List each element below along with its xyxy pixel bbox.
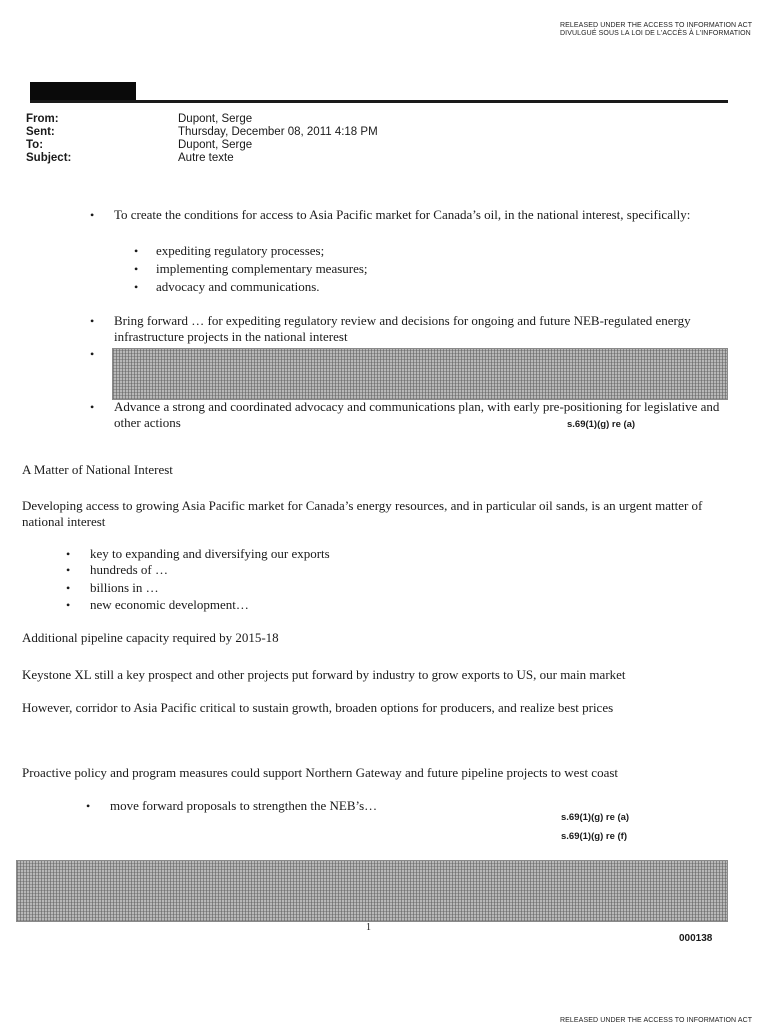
bullet-dot-icon: • — [66, 581, 71, 595]
redacted-passage-block — [16, 860, 728, 922]
sent-value: Thursday, December 08, 2011 4:18 PM — [178, 126, 378, 138]
document-number: 000138 — [679, 933, 713, 944]
list-item-text: hundreds of … — [90, 562, 168, 577]
sub-bullet-text: implementing complementary measures; — [156, 261, 368, 276]
paragraph: Keystone XL still a key prospect and other projects put forward by industry to grow exports to US, our main market — [22, 667, 626, 682]
list-item-text: billions in … — [90, 580, 159, 595]
to-label: To: — [26, 139, 44, 151]
redacted-name-block — [30, 82, 136, 100]
sent-label: Sent: — [26, 126, 55, 138]
bullet-dot-icon: • — [134, 244, 139, 258]
from-value: Dupont, Serge — [178, 113, 253, 125]
bullet-dot-icon: • — [66, 547, 71, 561]
atip-stamp-line-fr: DIVULGUÉ SOUS LA LOI DE L'ACCÈS À L'INFORMATION — [560, 30, 751, 37]
bullet-dot-icon: • — [90, 347, 95, 361]
bullet-dot-icon: • — [90, 400, 95, 414]
section-heading: A Matter of National Interest — [22, 462, 173, 477]
bullet-dot-icon: • — [134, 280, 139, 294]
sub-bullet-item — [134, 243, 634, 259]
subject-value: Autre texte — [178, 152, 234, 164]
atip-stamp-line-en: RELEASED UNDER THE ACCESS TO INFORMATION ACT — [560, 1017, 753, 1024]
paragraph: However, corridor to Asia Pacific critical to sustain growth, broaden options for producers, and realize best prices — [22, 700, 614, 715]
bullet-dot-icon: • — [86, 799, 91, 813]
sub-bullet-text: expediting regulatory processes; — [156, 243, 325, 258]
bullet-dot-icon: • — [66, 598, 71, 612]
exemption-note: s.69(1)(g) re (a) — [567, 419, 636, 430]
bullet-text: To create the conditions for access to Asia Pacific market for Canada’s oil, in the national interest, specifically: — [114, 207, 691, 222]
sub-bullet-item — [134, 261, 634, 277]
bullet-text: Bring forward … for expediting regulatory review and decisions for ongoing and future NEB-regulated energy infrastructure projects in the national interest — [114, 313, 691, 344]
atip-stamp-line-en: RELEASED UNDER THE ACCESS TO INFORMATION ACT — [560, 22, 753, 29]
bullet-dot-icon: • — [90, 314, 95, 328]
bullet-dot-icon: • — [134, 262, 139, 276]
paragraph: Developing access to growing Asia Pacific market for Canada’s energy resources, and in particular oil sands, is an urgent matter of national interest — [22, 498, 703, 529]
header-rule — [30, 100, 728, 103]
exemption-note: s.69(1)(g) re (a) — [561, 812, 630, 823]
subject-label: Subject: — [26, 152, 72, 164]
bullet-text: Advance a strong and coordinated advocacy and communications plan, with early pre-positioning for legislative and other actions — [114, 399, 720, 430]
bullet-item — [90, 207, 730, 223]
bullet-dot-icon: • — [66, 563, 71, 577]
list-item — [66, 580, 666, 596]
list-item — [86, 798, 586, 814]
paragraph: Additional pipeline capacity required by 2015-18 — [22, 630, 279, 645]
redacted-passage-block — [112, 348, 728, 400]
atip-stamp-top — [560, 22, 752, 38]
sub-bullet-item — [134, 279, 634, 295]
list-item-text: move forward proposals to strengthen the NEB’s… — [110, 798, 378, 813]
list-item-text: key to expanding and diversifying our exports — [90, 546, 330, 561]
exemption-note: s.69(1)(g) re (f) — [561, 831, 627, 842]
bullet-item — [90, 313, 730, 345]
sub-bullet-text: advocacy and communications. — [156, 279, 320, 294]
list-item — [66, 546, 666, 562]
list-item — [66, 597, 666, 613]
paragraph: Proactive policy and program measures could support Northern Gateway and future pipeline projects to west coast — [22, 765, 619, 780]
list-item-text: new economic development… — [90, 597, 249, 612]
list-item — [66, 562, 666, 578]
bullet-dot-icon: • — [90, 208, 95, 222]
email-header-values — [178, 113, 378, 165]
from-label: From: — [26, 113, 59, 125]
email-header-labels — [26, 113, 71, 165]
to-value: Dupont, Serge — [178, 139, 253, 151]
page-number: 1 — [366, 922, 371, 933]
